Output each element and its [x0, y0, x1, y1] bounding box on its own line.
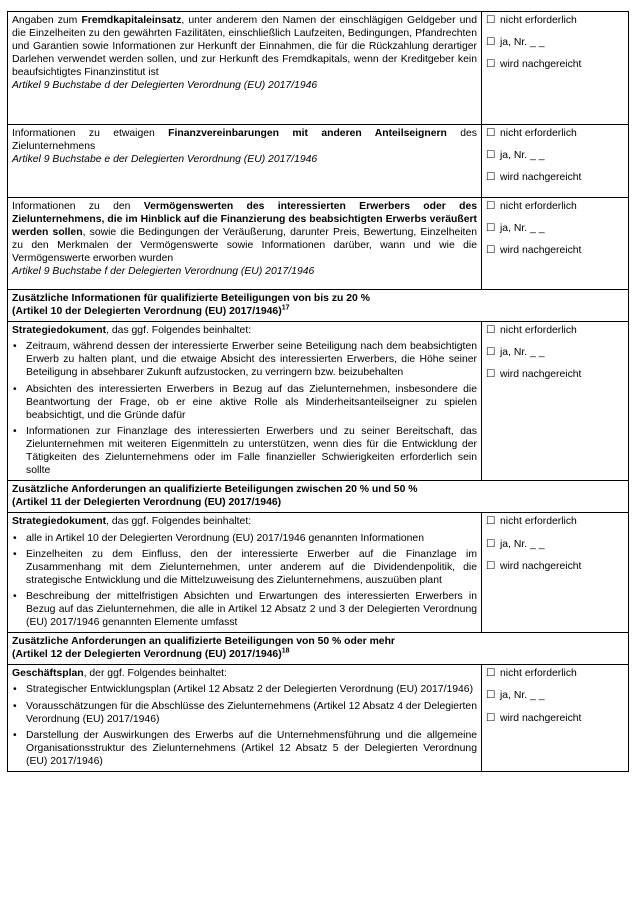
list-item: • Beschreibung der mittelfristigen Absichten und Erwartungen des interessierten Erwerbers in Bezug auf das Zielunternehmen, die alle in Artikel 12 Absatz 2 und 3 der Delegierten Verordnung (EU) 2017/1946 genannten Elemente umfasst — [12, 590, 477, 629]
list-item: • Einzelheiten zu dem Einfluss, den der interessierte Erwerber auf die Finanzlage im Zusammenhang mit dem Zielunternehmen, unter anderem auf die Dividendenpolitik, die strategische Entwicklung und die Mittelzuweisung des Zielunternehmens, auszuüben plant — [12, 548, 477, 587]
checkbox-icon[interactable]: ☐ — [486, 712, 496, 724]
requirement-keyword: Strategiedokument — [12, 516, 107, 528]
option-submitted-later[interactable]: ☐ wird nachgereicht — [486, 369, 582, 381]
list-item: • Informationen zur Finanzlage des interessierten Erwerbers und zu seiner Bereitschaft, das Zielunternehmen mit weiteren Eigenmitteln zu unterstützen, wenn dies für die Entwicklung der Tätigkeiten des Zielunternehmens oder im Falle finanzieller Schwierigkeiten erforderlich sein sollte — [12, 425, 477, 477]
requirement-cell: Strategiedokument, das ggf. Folgendes beinhaltet: • Zeitraum, während dessen der interessierte Erwerber seine Beteiligung nach dem beabsichtigten Erwerb zu halten plant, und die etwaige Absicht des interessierten Erwerbers, die Höhe seiner Beteiligung in absehbarer Zukunft aufzustocken, zu verringern bzw. beizubehalten • Absichten des interessierten Erwerbers in Bezug auf das Zielunternehmen, insbesondere die Beantwortung der Frage, ob er eine aktive Rolle als Minderheitsanteilseigner zu spielen beabsichtigt, und die Gründe dafür • Informationen zur Finanzlage des interessierten Erwerbers und zu seiner Bereitschaft, das Zielunternehmen mit weiteren Eigenmitteln zu unterstützen, wenn dies für die Entwicklung der Tätigkeiten des Zielunternehmens oder im Falle finanzieller Schwierigkeiten erforderlich sein sollte — [8, 322, 482, 481]
list-item: • Zeitraum, während dessen der interessierte Erwerber seine Beteiligung nach dem beabsichtigten Erwerb zu halten plant, und die etwaige Absicht des interessierten Erwerbers, die Höhe seiner Beteiligung in absehbarer Zukunft aufzustocken, zu verringern bzw. beizubehalten — [12, 340, 477, 379]
option-not-required[interactable]: ☐ nicht erforderlich — [486, 201, 577, 212]
checkbox-icon[interactable]: ☐ — [486, 538, 496, 550]
options-cell — [482, 322, 629, 481]
options-cell — [482, 513, 629, 633]
requirements-table — [7, 11, 629, 772]
footnote-marker: 17 — [281, 304, 290, 312]
checkbox-icon[interactable]: ☐ — [486, 172, 496, 184]
table-row — [8, 12, 629, 125]
checkbox-icon[interactable]: ☐ — [486, 560, 496, 572]
option-submitted-later[interactable]: ☐ wird nachgereicht — [486, 712, 582, 724]
table-row — [8, 198, 629, 290]
options-cell — [482, 125, 629, 198]
option-not-required[interactable]: ☐ nicht erforderlich — [486, 128, 577, 139]
checkbox-icon[interactable]: ☐ — [486, 516, 496, 528]
list-item: • Darstellung der Auswirkungen des Erwerbs auf die Unternehmensführung und die allgemeine Organisationsstruktur des Zielunternehmens (Artikel 12 Absatz 5 der Delegierten Verordnung (EU) 2017/1946) — [12, 729, 477, 768]
requirement-text: des Zielunternehmens — [12, 128, 477, 153]
option-yes-number[interactable]: ☐ ja, Nr. _ _ — [486, 538, 545, 550]
requirement-text: Informationen zu etwaigen — [12, 128, 169, 139]
option-submitted-later[interactable]: ☐ wird nachgereicht — [486, 59, 582, 71]
option-submitted-later[interactable]: ☐ wird nachgereicht — [486, 172, 582, 184]
section-heading: Zusätzliche Anforderungen an qualifizierte Beteiligungen zwischen 20 % und 50 % (Artikel 11 der Delegierten Verordnung (EU) 2017/1946) — [8, 481, 629, 513]
requirement-cell: Strategiedokument, das ggf. Folgendes beinhaltet: • alle in Artikel 10 der Delegierten Verordnung (EU) 2017/1946 genannten Informationen • Einzelheiten zu dem Einfluss, den der interessierte Erwerber auf die Finanzlage im Zusammenhang mit dem Zielunternehmen, unter anderem auf die Dividendenpolitik, die strategische Entwicklung und die Mittelzuweisung des Zielunternehmens, auszuüben plant • Beschreibung der mittelfristigen Absichten und Erwartungen des interessierten Erwerbers in Bezug auf das Zielunternehmen, die alle in Artikel 12 Absatz 2 und 3 der Delegierten Verordnung (EU) 2017/1946 genannten Elemente umfasst — [8, 513, 482, 633]
checkbox-icon[interactable]: ☐ — [486, 347, 496, 359]
list-item: • Strategischer Entwicklungsplan (Artikel 12 Absatz 2 der Delegierten Verordnung (EU) 2017/1946) — [12, 683, 477, 696]
section-heading-row — [8, 481, 629, 513]
bullet-list — [12, 683, 477, 768]
options-cell — [482, 665, 629, 772]
list-item: • Absichten des interessierten Erwerbers in Bezug auf das Zielunternehmen, insbesondere die Beantwortung der Frage, ob er eine aktive Rolle als Minderheitsanteilseigner zu spielen beabsichtigt, und die Gründe dafür — [12, 383, 477, 422]
bullet-list — [12, 340, 477, 477]
bullet-list — [12, 532, 477, 630]
option-submitted-later[interactable]: ☐ wird nachgereicht — [486, 560, 582, 572]
section-heading-row — [8, 290, 629, 322]
checkbox-icon[interactable]: ☐ — [486, 128, 496, 139]
option-yes-number[interactable]: ☐ ja, Nr. _ _ — [486, 223, 545, 235]
checkbox-icon[interactable]: ☐ — [486, 369, 496, 381]
requirement-cell: Geschäftsplan, der ggf. Folgendes beinhaltet: • Strategischer Entwicklungsplan (Artikel 12 Absatz 2 der Delegierten Verordnung (EU) 2017/1946) • Vorausschätzungen für die Abschlüsse des Zielunternehmens (Artikel 12 Absatz 4 der Delegierten Verordnung (EU) 2017/1946) • Darstellung der Auswirkungen des Erwerbs auf die Unternehmensführung und die allgemeine Organisationsstruktur des Zielunternehmens (Artikel 12 Absatz 5 der Delegierten Verordnung (EU) 2017/1946) — [8, 665, 482, 772]
option-not-required[interactable]: ☐ nicht erforderlich — [486, 668, 577, 680]
section-heading-row — [8, 633, 629, 665]
list-item: • alle in Artikel 10 der Delegierten Verordnung (EU) 2017/1946 genannten Informationen — [12, 532, 477, 545]
requirement-keyword: Vermögenswerten des interessierten Erwerbers oder des Zielunternehmens, die im Hinblick auf die Finanzierung des beabsichtigten Erwerbs veräußert werden sollen — [12, 201, 477, 239]
legal-reference: Artikel 9 Buchstabe f der Delegierten Verordnung (EU) 2017/1946 — [12, 266, 315, 278]
requirement-text: , unter anderem den Namen der einschlägigen Geldgeber und die Einzelheiten zu den gewährten Fazilitäten, einschließlich Laufzeiten, Bedingungen, Pfandrechten und Garantien sowie Informationen zur Herkunft der Einnahmen, die für die Rückzahlung derartiger Darlehen verwendet werden sollen, und zur Herkunft des Fremdkapitals, wenn der Kreditgeber kein beaufsichtigtes Finanzinstitut ist — [12, 15, 477, 79]
requirement-cell — [8, 198, 482, 290]
requirement-cell — [8, 125, 482, 198]
table-row — [8, 125, 629, 198]
checkbox-icon[interactable]: ☐ — [486, 150, 496, 162]
options-cell — [482, 198, 629, 290]
checkbox-icon[interactable]: ☐ — [486, 37, 496, 49]
table-row — [8, 322, 629, 481]
section-heading: Zusätzliche Anforderungen an qualifizierte Beteiligungen von 50 % oder mehr (Artikel 12 der Delegierten Verordnung (EU) 2017/1946)$^{18}$ — [8, 633, 629, 665]
checkbox-icon[interactable]: ☐ — [486, 223, 496, 235]
requirement-keyword: Geschäftsplan — [12, 668, 84, 680]
option-not-required[interactable]: ☐ nicht erforderlich — [486, 325, 577, 337]
requirement-keyword: Fremdkapitaleinsatz — [81, 15, 182, 26]
requirement-keyword: Finanzvereinbarungen mit anderen Anteilseignern — [168, 128, 447, 139]
list-item: • Vorausschätzungen für die Abschlüsse des Zielunternehmens (Artikel 12 Absatz 4 der Delegierten Verordnung (EU) 2017/1946) — [12, 700, 477, 726]
checkbox-icon[interactable]: ☐ — [486, 201, 496, 212]
option-yes-number[interactable]: ☐ ja, Nr. _ _ — [486, 37, 545, 49]
footnote-marker: 18 — [281, 647, 290, 655]
requirement-text: Angaben zum — [12, 15, 82, 26]
checkbox-icon[interactable]: ☐ — [486, 325, 496, 337]
section-heading: Zusätzliche Informationen für qualifizierte Beteiligungen von bis zu 20 % (Artikel 10 der Delegierten Verordnung (EU) 2017/1946)$^{17}$ — [8, 290, 629, 322]
option-yes-number[interactable]: ☐ ja, Nr. _ _ — [486, 150, 545, 162]
checkbox-icon[interactable]: ☐ — [486, 15, 496, 26]
option-not-required[interactable]: ☐ nicht erforderlich — [486, 516, 577, 528]
legal-reference: Artikel 9 Buchstabe e der Delegierten Verordnung (EU) 2017/1946 — [12, 154, 318, 166]
checkbox-icon[interactable]: ☐ — [486, 59, 496, 71]
requirement-text: Informationen zu den — [12, 201, 144, 212]
option-yes-number[interactable]: ☐ ja, Nr. _ _ — [486, 347, 545, 359]
requirement-keyword: Strategiedokument — [12, 325, 107, 337]
options-cell — [482, 12, 629, 125]
option-submitted-later[interactable]: ☐ wird nachgereicht — [486, 245, 582, 257]
option-not-required[interactable]: ☐ nicht erforderlich — [486, 15, 577, 26]
checkbox-icon[interactable]: ☐ — [486, 690, 496, 702]
checkbox-icon[interactable]: ☐ — [486, 668, 496, 680]
requirement-text: , sowie die Bedingungen der Veräußerung, darunter Preis, Bewertung, Einzelheiten zu den Merkmalen der Vermögenswerte sowie Informationen darüber, wann und wie die Vermögenswerte erworben wurden — [12, 227, 478, 265]
table-row — [8, 513, 629, 633]
checkbox-icon[interactable]: ☐ — [486, 245, 496, 257]
legal-reference: Artikel 9 Buchstabe d der Delegierten Verordnung (EU) 2017/1946 — [12, 80, 318, 92]
option-yes-number[interactable]: ☐ ja, Nr. _ _ — [486, 690, 545, 702]
table-row — [8, 665, 629, 772]
requirement-cell — [8, 12, 482, 125]
